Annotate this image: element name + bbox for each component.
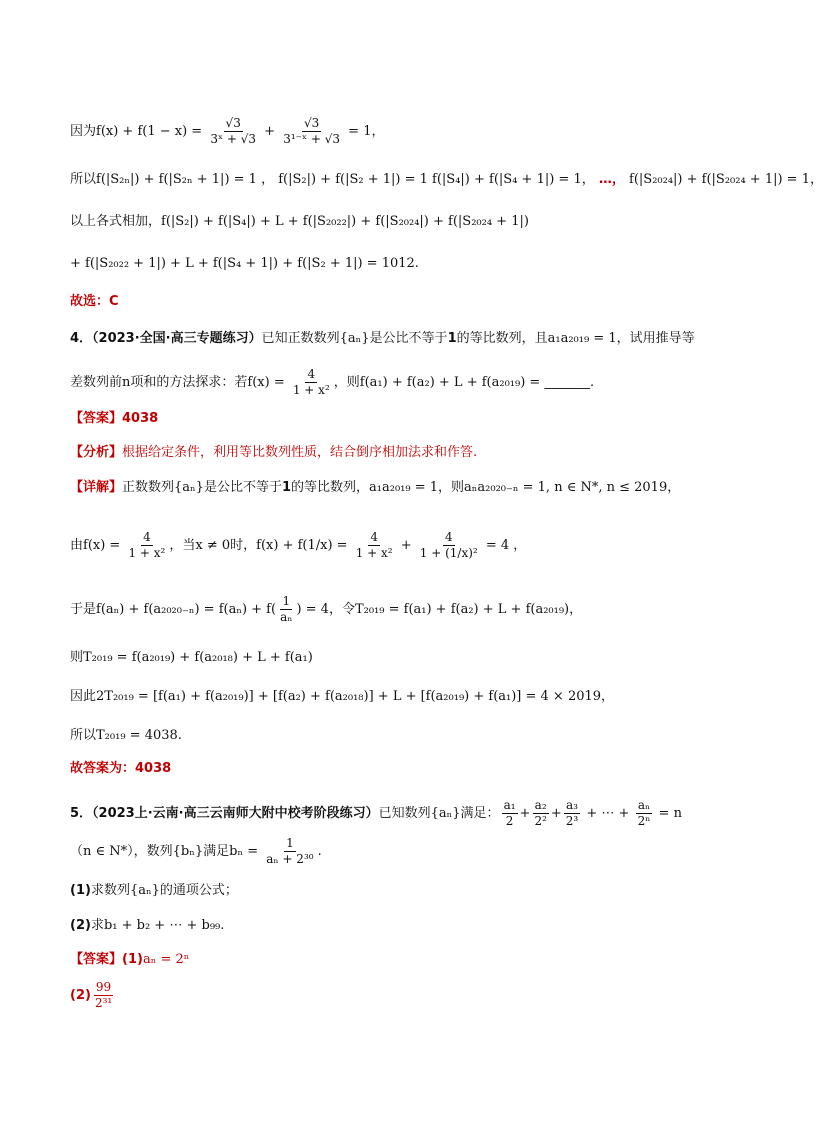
solution-line-1 xyxy=(70,116,754,147)
fraction xyxy=(126,530,167,561)
text: . xyxy=(414,256,419,271)
numerator: 4 xyxy=(143,530,151,544)
numerator: 1 xyxy=(282,594,291,608)
denominator: 2³¹ xyxy=(94,996,113,1010)
answer-5-line-2 xyxy=(70,980,754,1011)
math: ) = 4 xyxy=(296,602,329,617)
text: 因此 xyxy=(70,689,97,704)
solution-line-4 xyxy=(70,254,754,274)
detail-label: 【详解】 xyxy=(70,480,123,495)
answer-5-line-1 xyxy=(70,950,754,970)
text: 项和的方法探求：若 xyxy=(130,375,248,390)
math: = 1， xyxy=(344,124,385,139)
text: ，数列 xyxy=(133,844,173,859)
final-answer-value: 4038 xyxy=(135,761,172,776)
text: 的等比数列， xyxy=(291,480,370,495)
math: + xyxy=(396,538,416,553)
question-number: 4． xyxy=(70,331,93,346)
math: + xyxy=(550,806,562,821)
question-5-part-2 xyxy=(70,916,754,936)
numerator: 1 xyxy=(286,836,294,850)
text: 的通项公式； xyxy=(159,883,238,898)
denominator: 1 + x² xyxy=(355,546,393,560)
text: 故选：C xyxy=(70,294,119,309)
math: + xyxy=(519,806,531,821)
answer-blank: _______. xyxy=(544,375,595,390)
numerator: a₂ xyxy=(534,798,547,812)
answer-value: 4038 xyxy=(122,411,159,426)
fraction xyxy=(354,530,395,561)
fraction xyxy=(418,530,480,561)
part-label: (1) xyxy=(122,952,143,967)
text: 由 xyxy=(70,538,84,553)
fraction xyxy=(208,116,258,147)
math: a₁a₂₀₁₉ = 1 xyxy=(369,480,439,495)
math: 2T₂₀₁₉ = [f(a₁) + f(a₂₀₁₉)] + [f(a₂) + f(a₂₀₁₈)] + L + [f(a₂₀₁₉) + f(a₁)] = 4 × 2019 xyxy=(96,689,602,704)
text: 的等比数列，且 xyxy=(456,331,548,346)
answer-fraction xyxy=(93,980,114,1011)
solution-line-3 xyxy=(70,212,754,232)
analysis-text: 根据给定条件，利用等比数列性质，结合倒序相加法求和作答. xyxy=(122,445,478,460)
text: ， xyxy=(569,602,583,617)
text: . xyxy=(317,844,322,859)
denominator: aₙ + 2³⁰ xyxy=(266,852,314,866)
math: b₁ + b₂ + ⋯ + b₉₉ xyxy=(103,918,221,933)
fraction xyxy=(278,594,294,625)
text: ，则 xyxy=(438,480,465,495)
text: 于是 xyxy=(70,602,97,617)
part-label: (1) xyxy=(70,883,91,898)
denominator: 1 + x² xyxy=(128,546,166,560)
question-5-part-1 xyxy=(70,881,754,901)
part-label: (2) xyxy=(70,918,91,933)
text: 差数列前 xyxy=(70,375,123,390)
fraction xyxy=(532,798,548,829)
math: + ⋯ + xyxy=(582,806,634,821)
final-answer-label: 故答案为： xyxy=(70,761,136,776)
denominator: 2² xyxy=(534,814,547,828)
analysis-4-line xyxy=(70,443,754,463)
text: . xyxy=(177,728,182,743)
detail-4-line-4 xyxy=(70,648,754,668)
numerator: 99 xyxy=(95,980,112,994)
math: f(x) = xyxy=(83,538,125,553)
answer-4-line xyxy=(70,409,754,429)
text: 是公比不等于 xyxy=(203,480,282,495)
denominator: 3ˣ + √3 xyxy=(210,132,257,146)
analysis-label: 【分析】 xyxy=(70,445,123,460)
numerator: √3 xyxy=(225,116,241,130)
text: ，令 xyxy=(328,602,355,617)
ellipsis: …， xyxy=(598,172,625,187)
question-5-line-1 xyxy=(70,798,754,829)
math: T₂₀₁₉ = f(a₁) + f(a₂) + L + f(a₂₀₁₉) xyxy=(354,602,570,617)
denominator: 1 + (1/x)² xyxy=(419,546,478,560)
detail-4-line-5 xyxy=(70,687,754,707)
text: ， xyxy=(601,689,615,704)
question-number: 5． xyxy=(70,806,93,821)
denominator: 1 + x² xyxy=(292,383,330,397)
text: 以上各式相加， xyxy=(70,214,162,229)
fraction xyxy=(502,798,518,829)
text: . xyxy=(220,918,225,933)
math: f(x) + f(1 − x) = xyxy=(96,124,207,139)
text: 时， xyxy=(230,538,257,553)
answer-label: 【答案】 xyxy=(70,411,123,426)
math: {aₙ} xyxy=(430,806,461,821)
text: ， xyxy=(667,480,681,495)
text: 满足： xyxy=(460,806,500,821)
text: 1 xyxy=(281,480,292,495)
math: + f(|S₂₀₂₂ + 1|) + L + f(|S₄ + 1|) + f(|S₂ + 1|) = 1012 xyxy=(70,256,415,271)
math: x ≠ 0 xyxy=(195,538,231,553)
fraction xyxy=(264,836,315,867)
text: ，则 xyxy=(333,375,360,390)
question-4-line-1 xyxy=(70,329,754,349)
math: aₙa₂₀₂₀₋ₙ = 1, n ∈ N*, n ≤ 2019 xyxy=(464,480,668,495)
math: n xyxy=(122,375,131,390)
answer-value: aₙ = 2ⁿ xyxy=(142,952,190,967)
fraction xyxy=(636,798,653,829)
text: 所以 xyxy=(70,728,97,743)
detail-4-line-1 xyxy=(70,478,754,498)
denominator: 2ⁿ xyxy=(637,814,651,828)
math: {aₙ} xyxy=(339,331,370,346)
fraction xyxy=(291,367,332,398)
text: 已知数列 xyxy=(378,806,431,821)
numerator: aₙ xyxy=(637,798,651,812)
choice-line xyxy=(70,292,754,312)
question-4-line-2 xyxy=(70,367,754,398)
question-5-line-2 xyxy=(70,836,754,867)
math: T₂₀₁₉ = 4038 xyxy=(96,728,178,743)
part-label: (2) xyxy=(70,988,91,1003)
text: 所以 xyxy=(70,172,97,187)
detail-4-line-6 xyxy=(70,726,754,746)
math: {bₙ} xyxy=(172,844,204,859)
detail-4-line-3 xyxy=(70,594,754,625)
question-source: （2023上·云南·高三云南师大附中校考阶段练习） xyxy=(92,806,379,821)
numerator: 4 xyxy=(370,530,378,544)
text: 是公比不等于 xyxy=(369,331,448,346)
question-source: （2023·全国·高三专题练习） xyxy=(92,331,262,346)
math: f(a₁) + f(a₂) + L + f(a₂₀₁₉) = xyxy=(359,375,545,390)
math: a₁a₂₀₁₉ = 1 xyxy=(547,331,617,346)
math: f(|S₂ₙ|) + f(|S₂ₙ + 1|) = 1 ， xyxy=(96,172,275,187)
fraction xyxy=(281,116,342,147)
math: f(|S₂|) + f(|S₄|) + L + f(|S₂₀₂₂|) + f(|S₂₀₂₄|) + f(|S₂₀₂₄ + 1|) xyxy=(161,214,529,229)
text: ，试用推导等 xyxy=(616,331,695,346)
math: f(|S₄|) + f(|S₄ + 1|) = 1， xyxy=(432,172,595,187)
math: + xyxy=(260,124,280,139)
math: （n ∈ N*） xyxy=(70,844,134,859)
text: 满足 xyxy=(203,844,230,859)
text: 因为 xyxy=(70,124,97,139)
math: bₙ = xyxy=(229,844,263,859)
math: f(aₙ) + f(a₂₀₂₀₋ₙ) = f(aₙ) + f( xyxy=(96,602,277,617)
text: 正数数列 xyxy=(122,480,175,495)
fraction xyxy=(564,798,580,829)
math: {aₙ} xyxy=(174,480,204,495)
text: 求 xyxy=(90,918,104,933)
numerator: 4 xyxy=(444,530,453,544)
solution-line-2 xyxy=(70,170,823,190)
denominator: aₙ xyxy=(280,610,293,624)
math: = 4 ， xyxy=(481,538,527,553)
text: 求数列 xyxy=(90,883,130,898)
math: {aₙ} xyxy=(129,883,160,898)
denominator: 2 xyxy=(505,814,514,828)
denominator: 2³ xyxy=(565,814,579,828)
numerator: 4 xyxy=(307,367,316,381)
answer-label: 【答案】 xyxy=(70,952,123,967)
text: ，当 xyxy=(169,538,196,553)
numerator: a₁ xyxy=(503,798,516,812)
text: 已知正数数列 xyxy=(261,331,340,346)
math: f(x) + f(1/x) = xyxy=(256,538,352,553)
math: = n xyxy=(654,806,682,821)
numerator: a₃ xyxy=(566,798,578,812)
numerator: √3 xyxy=(303,116,320,130)
math: f(|S₂|) + f(|S₂ + 1|) = 1 xyxy=(278,172,428,187)
final-answer-4-line xyxy=(70,759,754,779)
text: 则 xyxy=(70,650,84,665)
denominator: 3¹⁻ˣ + √3 xyxy=(283,132,341,146)
math: T₂₀₁₉ = f(a₂₀₁₉) + f(a₂₀₁₈) + L + f(a₁) xyxy=(83,650,313,665)
text: 1 xyxy=(447,331,457,346)
math: f(x) = xyxy=(247,375,289,390)
math: f(|S₂₀₂₄|) + f(|S₂₀₂₄ + 1|) = 1， xyxy=(629,172,823,187)
detail-4-line-2 xyxy=(70,530,754,561)
